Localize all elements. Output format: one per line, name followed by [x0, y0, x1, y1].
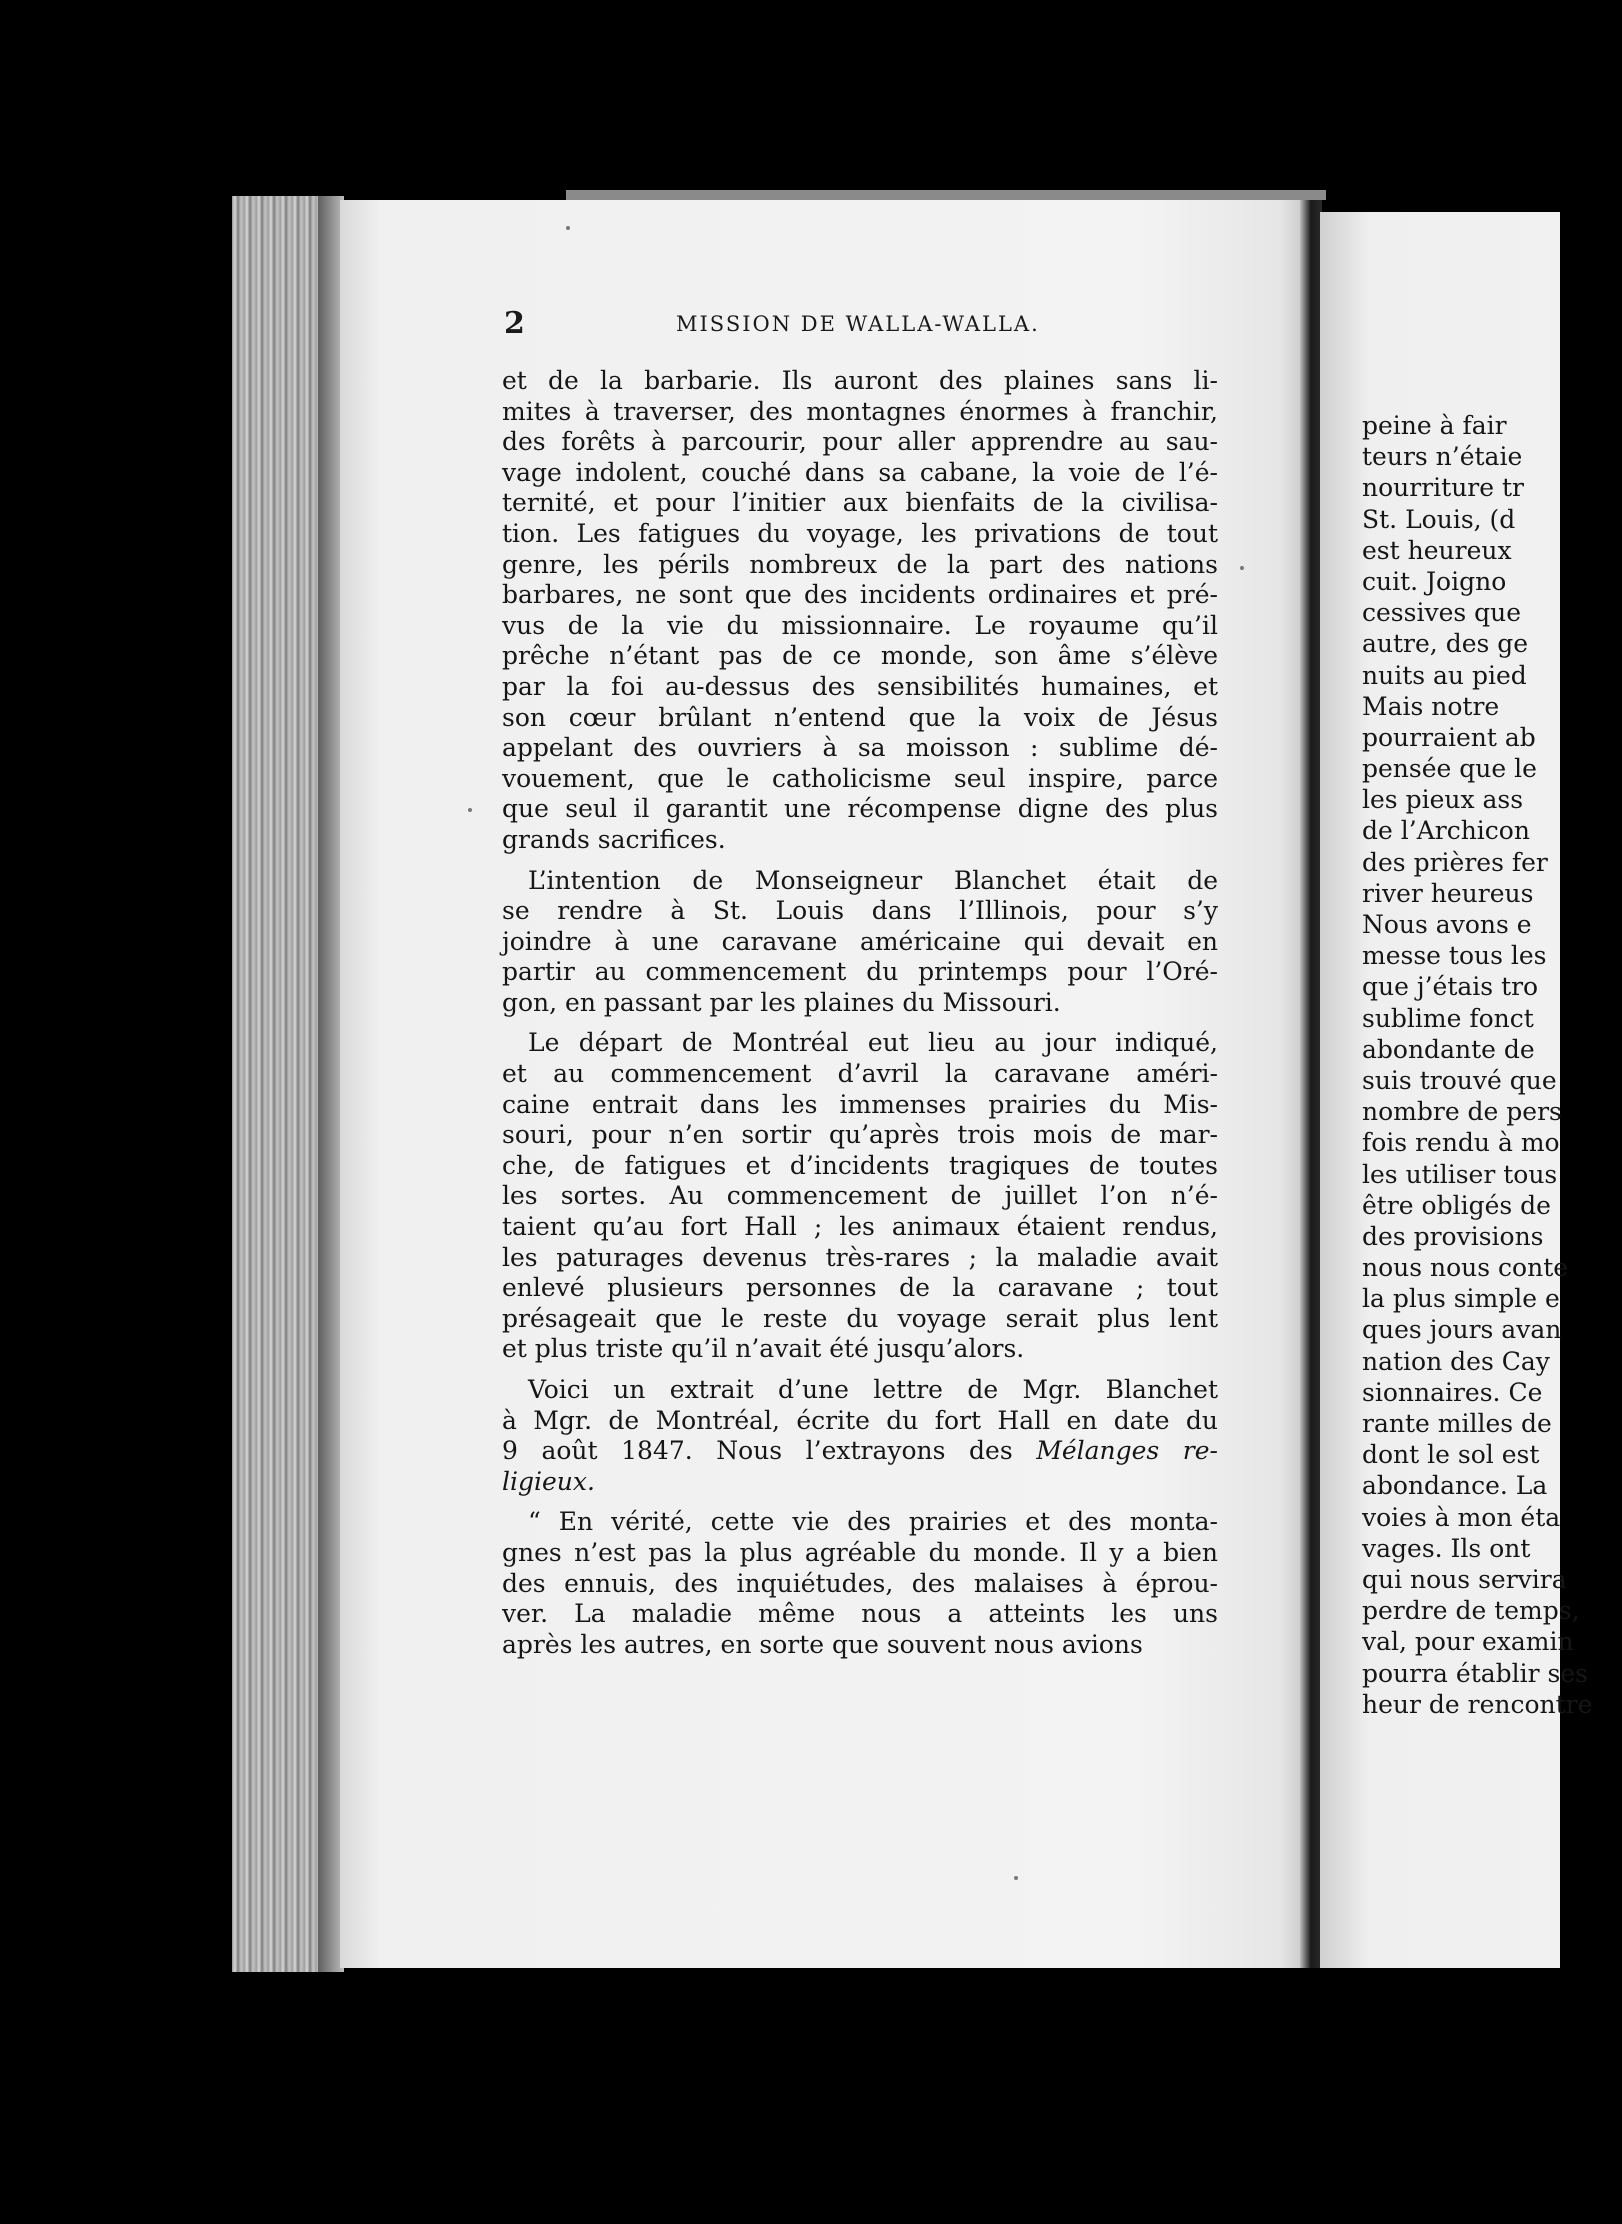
- line-text: et plus triste qu’il n’avait été jusqu’alors.: [502, 1334, 1025, 1364]
- line-text: vage indolent, couché dans sa cabane, la voie de l’é-: [502, 457, 1218, 487]
- right-text-line: voies à mon éta: [1362, 1502, 1561, 1532]
- text-line: [502, 1304, 1218, 1335]
- right-text-line: pensée que le: [1362, 754, 1537, 784]
- right-text-line: St. Louis, (d: [1362, 504, 1516, 534]
- scan-speck: [566, 226, 570, 230]
- text-line: [502, 825, 1218, 856]
- text-line: [502, 427, 1218, 458]
- line-text: à Mgr. de Montréal, écrite du fort Hall en date du: [502, 1405, 1218, 1435]
- text-line: [502, 458, 1218, 489]
- line-text: et au commencement d’avril la caravane améri-: [502, 1059, 1218, 1089]
- text-line: [502, 1630, 1218, 1661]
- text-line: [502, 703, 1218, 734]
- line-text: enlevé plusieurs personnes de la caravane ; tout: [502, 1273, 1218, 1303]
- line-text: Voici un extrait d’une lettre de Mgr. Blanchet: [528, 1375, 1218, 1404]
- text-line: [502, 1181, 1218, 1212]
- text-line: [502, 1334, 1218, 1365]
- line-text: prêche n’étant pas de ce monde, son âme s’élève: [502, 641, 1218, 671]
- text-line: [502, 641, 1218, 672]
- text-line: [502, 1375, 1218, 1406]
- right-text-line: des provisions: [1362, 1221, 1544, 1251]
- text-line: [502, 1599, 1218, 1630]
- right-text-line: nuits au pied: [1362, 660, 1527, 690]
- paragraph: [502, 366, 1218, 856]
- text-line: [502, 611, 1218, 642]
- line-text: les sortes. Au commencement de juillet l’on n’é-: [502, 1181, 1218, 1211]
- text-line: [502, 550, 1218, 581]
- line-text: présageait que le reste du voyage serait plus lent: [502, 1303, 1218, 1333]
- right-text-line: peine à fair: [1362, 411, 1507, 440]
- right-text-line: cuit. Joigno: [1362, 566, 1507, 596]
- right-text-line: nation des Cay: [1362, 1346, 1550, 1376]
- right-text-line: sionnaires. Ce: [1362, 1377, 1543, 1407]
- line-text: vouement, que le catholicisme seul inspire, parce: [502, 763, 1218, 793]
- text-line: [502, 1028, 1218, 1059]
- paragraph: [502, 866, 1218, 1019]
- right-text-line: rante milles de: [1362, 1409, 1552, 1438]
- line-text: après les autres, en sorte que souvent nous avions: [502, 1629, 1143, 1659]
- line-text: taient qu’au fort Hall ; les animaux étaient rendus,: [502, 1212, 1218, 1242]
- right-text-line: que j’étais tro: [1362, 972, 1539, 1002]
- text-line: [502, 1406, 1218, 1437]
- text-line: [502, 1507, 1218, 1538]
- text-line: [502, 733, 1218, 764]
- line-text: Le départ de Montréal eut lieu au jour indiqué,: [528, 1028, 1218, 1058]
- line-text: ver. La maladie même nous a atteints les uns: [502, 1599, 1218, 1629]
- line-text: gnes n’est pas la plus agréable du monde. Il y a bien: [502, 1537, 1218, 1567]
- scan-speck: [1014, 1876, 1018, 1880]
- text-line: [502, 366, 1218, 397]
- running-head: [504, 306, 1220, 346]
- text-line: [502, 519, 1218, 550]
- line-text: ternité, et pour l’initier aux bienfaits de la civilisa-: [502, 488, 1218, 518]
- line-text: che, de fatigues et d’incidents tragiques de toutes: [502, 1150, 1218, 1180]
- top-page-edge: [566, 190, 1326, 200]
- text-line: [502, 1436, 1218, 1467]
- right-text-line: teurs n’étaie: [1362, 442, 1523, 472]
- line-text: par la foi au-dessus des sensibilités humaines, et: [502, 671, 1218, 701]
- text-line: [502, 1059, 1218, 1090]
- text-line: [502, 1273, 1218, 1304]
- right-text-line: sublime fonct: [1362, 1003, 1534, 1033]
- right-text-line: abondance. La: [1362, 1471, 1548, 1501]
- text-line: [502, 1090, 1218, 1121]
- text-line: [502, 927, 1218, 958]
- running-head-title: MISSION DE WALLA-WALLA.: [676, 312, 1040, 336]
- paragraph-gap: [502, 1365, 1218, 1375]
- page-number: 2: [504, 306, 525, 341]
- text-line: [502, 764, 1218, 795]
- line-text: appelant des ouvriers à sa moisson : sublime dé-: [502, 733, 1218, 763]
- text-line: [502, 397, 1218, 428]
- right-text-line: dont le sol est: [1362, 1440, 1540, 1470]
- line-text: se rendre à St. Louis dans l’Illinois, pour s’y: [502, 896, 1218, 926]
- line-text: 9 août 1847. Nous l’extrayons des: [502, 1436, 1037, 1466]
- right-page-text: [1362, 410, 1622, 1720]
- line-text: partir au commencement du printemps pour l’Oré-: [502, 957, 1218, 987]
- text-line: [502, 672, 1218, 703]
- text-line: [502, 988, 1218, 1019]
- line-text: “ En vérité, cette vie des prairies et des monta-: [528, 1507, 1218, 1537]
- text-line: [502, 1212, 1218, 1243]
- paragraph-gap: [502, 1018, 1218, 1028]
- text-line: [502, 1120, 1218, 1151]
- right-text-line: messe tous les: [1362, 941, 1547, 971]
- line-text: des ennuis, des inquiétudes, des malaises à éprou-: [502, 1568, 1218, 1598]
- right-text-line: river heureus: [1362, 878, 1534, 908]
- right-text-line: être obligés de: [1362, 1190, 1551, 1220]
- line-text: des forêts à parcourir, pour aller apprendre au sau-: [502, 427, 1218, 457]
- line-text: joindre à une caravane américaine qui devait en: [502, 926, 1218, 956]
- text-line: [502, 896, 1218, 927]
- italic-text: Mélanges re-: [1036, 1436, 1218, 1466]
- right-text-line: nous nous conte: [1362, 1253, 1569, 1283]
- line-text: souri, pour n’en sortir qu’après trois mois de mar-: [502, 1120, 1218, 1150]
- text-line: [502, 866, 1218, 897]
- line-text: caine entrait dans les immenses prairies du Mis-: [502, 1089, 1218, 1119]
- right-text-line: nourriture tr: [1362, 473, 1524, 503]
- text-line: [502, 1243, 1218, 1274]
- right-text-line: les utiliser tous: [1362, 1159, 1558, 1189]
- book-gutter: [1300, 200, 1322, 1968]
- line-text: mites à traverser, des montagnes énormes à franchir,: [502, 396, 1218, 426]
- right-text-line: vages. Ils ont: [1362, 1533, 1531, 1563]
- right-text-line: fois rendu à mo: [1362, 1128, 1560, 1158]
- text-line: [502, 1467, 1218, 1498]
- left-page-text: [502, 366, 1218, 1660]
- line-text: vus de la vie du missionnaire. Le royaume qu’il: [502, 610, 1218, 640]
- right-text-line: autre, des ge: [1362, 629, 1529, 659]
- right-text-line: ques jours avan: [1362, 1315, 1562, 1345]
- line-text: gon, en passant par les plaines du Missouri.: [502, 987, 1061, 1017]
- paragraph: [502, 1028, 1218, 1365]
- text-line: [502, 794, 1218, 825]
- line-text: et de la barbarie. Ils auront des plaines sans li-: [502, 366, 1218, 395]
- right-text-line: suis trouvé que: [1362, 1065, 1557, 1095]
- right-text-line: des prières fer: [1362, 847, 1548, 877]
- right-text-line: pourra établir ses: [1362, 1658, 1589, 1688]
- paragraph: [502, 1375, 1218, 1497]
- paragraph: [502, 1507, 1218, 1660]
- right-text-line: Nous avons e: [1362, 910, 1532, 939]
- scan-speck: [468, 808, 472, 812]
- text-line: [502, 1151, 1218, 1182]
- line-text: que seul il garantit une récompense digne des plus: [502, 794, 1218, 824]
- right-text-line: de l’Archicon: [1362, 816, 1530, 846]
- text-line: [502, 580, 1218, 611]
- text-line: [502, 488, 1218, 519]
- right-text-line: val, pour examin: [1362, 1627, 1574, 1657]
- right-text-line: nombre de pers: [1362, 1097, 1562, 1127]
- line-text: tion. Les fatigues du voyage, les privations de tout: [502, 518, 1218, 548]
- right-text-line: Mais notre: [1362, 691, 1500, 721]
- right-text-line: les pieux ass: [1362, 785, 1524, 815]
- right-text-line: est heureux: [1362, 535, 1512, 565]
- text-line: [502, 1538, 1218, 1569]
- text-line: [502, 957, 1218, 988]
- right-text-line: la plus simple e: [1362, 1284, 1560, 1314]
- right-text-line: pourraient ab: [1362, 722, 1536, 752]
- right-text-line: cessives que: [1362, 598, 1522, 628]
- paragraph-gap: [502, 1497, 1218, 1507]
- line-text: les paturages devenus très-rares ; la maladie avait: [502, 1242, 1218, 1272]
- line-text: L’intention de Monseigneur Blanchet était de: [528, 865, 1218, 895]
- text-line: [502, 1569, 1218, 1600]
- line-text: barbares, ne sont que des incidents ordinaires et pré-: [502, 580, 1218, 610]
- right-text-line: heur de rencontre: [1362, 1689, 1593, 1719]
- right-text-line: qui nous servira: [1362, 1564, 1567, 1594]
- paragraph-gap: [502, 856, 1218, 866]
- line-text: grands sacrifices.: [502, 824, 726, 854]
- line-text: son cœur brûlant n’entend que la voix de Jésus: [502, 702, 1218, 732]
- right-text-line: perdre de temps,: [1362, 1596, 1580, 1626]
- scan-speck: [1240, 566, 1244, 570]
- line-text: genre, les périls nombreux de la part des nations: [502, 549, 1218, 579]
- right-text-line: abondante de: [1362, 1034, 1535, 1064]
- italic-text: ligieux.: [502, 1466, 595, 1496]
